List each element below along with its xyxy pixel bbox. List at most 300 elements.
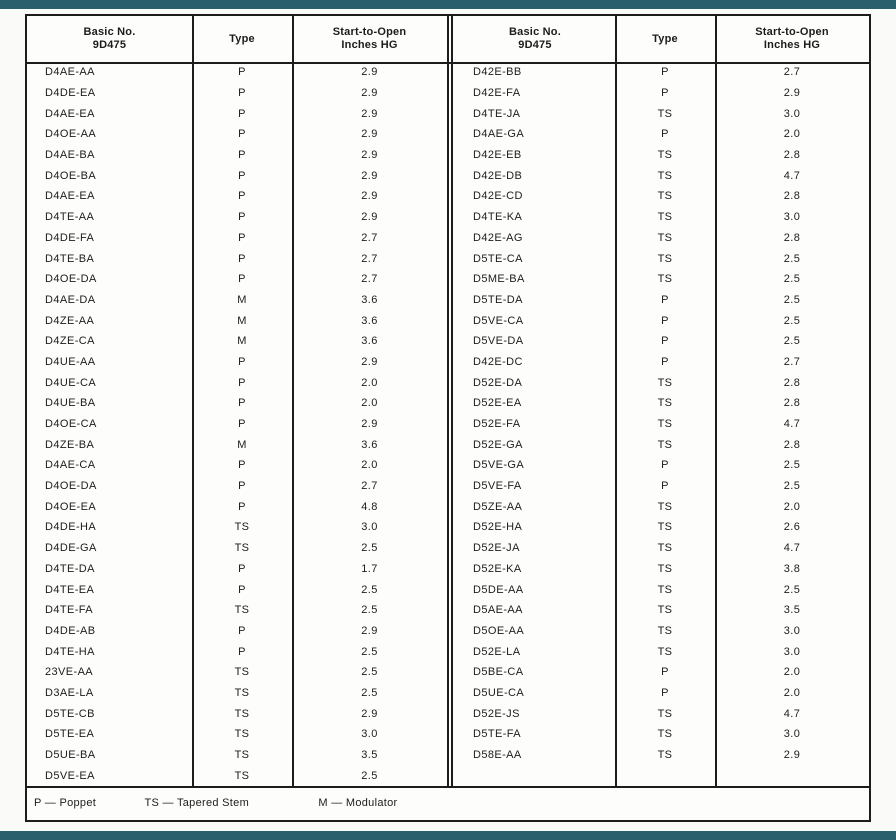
type-cell: P [238,87,246,100]
table-row [27,331,447,352]
type-cell: P [238,480,246,493]
basic-no-cell: D4TE-HA [45,645,95,658]
type-cell: P [238,66,246,79]
type-cell: P [238,583,246,596]
start-to-open-cell: 2.9 [361,169,378,182]
basic-no-cell: D52E-LA [473,645,521,658]
table-row [27,414,447,435]
type-cell: TS [657,376,673,389]
start-to-open-cell: 2.0 [361,376,378,389]
basic-no-cell: D4OE-DA [45,480,97,493]
basic-no-cell: D42E-DB [473,169,523,182]
type-cell: P [238,376,246,389]
header-type-label: Type [652,32,678,45]
table-row [455,145,869,166]
start-to-open-cell: 2.9 [361,87,378,100]
basic-no-cell: D42E-BB [473,66,522,79]
column-divider-line [192,16,194,788]
start-to-open-cell: 2.8 [783,231,801,244]
basic-no-cell: D4AE-EA [45,190,95,203]
basic-no-cell: D4AE-DA [45,293,96,306]
table-row [455,62,869,83]
basic-no-cell: D42E-CD [473,190,523,203]
header-row [27,16,447,62]
table-row [455,228,869,249]
basic-no-cell: D5VE-CA [473,314,524,327]
type-cell: P [661,293,669,306]
start-to-open-cell: 2.8 [783,397,801,410]
start-to-open-cell: 2.9 [361,128,378,141]
basic-no-cell: D5ZE-AA [473,500,523,513]
basic-no-cell: D42E-AG [473,231,523,244]
table-row [455,372,869,393]
table-row [455,83,869,104]
legend-item-poppet: P — Poppet [34,797,97,809]
basic-no-cell: D4UE-BA [45,397,96,410]
start-to-open-cell: 2.7 [783,355,801,368]
table-row [455,103,869,124]
table-body-left [27,62,447,786]
type-cell: TS [657,273,673,286]
basic-no-cell: D52E-FA [473,418,521,431]
basic-no-cell: D52E-JA [473,542,520,555]
basic-no-cell: D4ZE-CA [45,335,95,348]
table-row [455,559,869,580]
table-row [27,621,447,642]
table-row [27,765,447,786]
type-cell: TS [234,521,250,534]
start-to-open-cell: 2.5 [361,583,378,596]
basic-no-cell: D4DE-FA [45,231,95,244]
table-row [455,703,869,724]
table-row [455,476,869,497]
column-header-start-to-open [292,16,447,62]
start-to-open-cell: 2.8 [783,190,801,203]
start-to-open-cell: 2.5 [361,686,378,699]
type-cell: P [238,397,246,410]
table-row [27,662,447,683]
basic-no-cell: D4TE-EA [45,583,95,596]
type-cell: P [661,335,669,348]
start-to-open-cell: 2.5 [783,293,801,306]
table-row [455,290,869,311]
header-basic-no-line1: Basic No. [83,26,136,38]
legend-item-tapered-stem: TS — Tapered Stem [144,797,250,809]
table-row [27,641,447,662]
basic-no-cell: D58E-AA [473,749,522,762]
basic-no-cell: D52E-DA [473,376,523,389]
basic-no-cell: D5VE-FA [473,480,522,493]
table-row [455,124,869,145]
table-row [455,455,869,476]
type-cell: TS [657,645,673,658]
specs-table-area [27,16,869,788]
type-cell: TS [657,231,673,244]
basic-no-cell: D4DE-EA [45,87,96,100]
table-row [27,538,447,559]
basic-no-cell: D5VE-EA [45,769,95,782]
header-start-line1: Start-to-Open [332,26,407,38]
start-to-open-cell: 2.8 [783,376,801,389]
table-row [27,186,447,207]
table-row [27,455,447,476]
type-cell: P [238,355,246,368]
basic-no-cell: D4DE-GA [45,542,97,555]
table-row [455,579,869,600]
type-cell: P [661,355,669,368]
type-cell: TS [657,728,673,741]
basic-no-cell: D5TE-FA [473,728,522,741]
column-divider-line [715,16,717,788]
start-to-open-cell: 3.0 [783,645,801,658]
type-cell: TS [657,604,673,617]
basic-no-cell: D4TE-DA [45,562,95,575]
type-cell: TS [657,521,673,534]
table-row [27,600,447,621]
table-row [27,579,447,600]
type-cell: TS [657,707,673,720]
type-cell: P [238,107,246,120]
type-cell: TS [657,169,673,182]
table-row [27,310,447,331]
basic-no-cell: D4OE-BA [45,169,97,182]
start-to-open-cell: 2.9 [361,418,378,431]
start-to-open-cell: 2.9 [361,190,378,203]
start-to-open-cell: 2.7 [361,231,378,244]
table-row [455,207,869,228]
start-to-open-cell: 2.5 [783,583,801,596]
start-to-open-cell: 2.5 [361,604,378,617]
table-row [455,434,869,455]
table-row [27,103,447,124]
basic-no-cell: D4DE-HA [45,521,97,534]
start-to-open-cell: 3.0 [783,107,801,120]
table-row [27,83,447,104]
table-row [455,600,869,621]
table-row [27,434,447,455]
start-to-open-cell: 2.9 [361,707,378,720]
table-row [27,269,447,290]
type-cell: TS [234,728,250,741]
start-to-open-cell: 3.6 [361,293,378,306]
basic-no-cell: D52E-JS [473,707,520,720]
basic-no-cell: D5TE-EA [45,728,95,741]
basic-no-cell: D4ZE-AA [45,314,95,327]
column-header-type [192,16,292,62]
type-legend [27,788,869,809]
basic-no-cell: D4OE-DA [45,273,97,286]
basic-no-cell: D5DE-AA [473,583,524,596]
start-to-open-cell: 3.6 [361,314,378,327]
table-row [27,228,447,249]
start-to-open-cell: 2.5 [361,542,378,555]
column-header-basic-no [455,16,615,62]
table-header-right [455,16,869,62]
basic-no-cell: D4AE-AA [45,66,95,79]
start-to-open-cell: 2.9 [361,211,378,224]
specs-table-right [455,16,869,765]
start-to-open-cell: 3.6 [361,335,378,348]
start-to-open-cell: 3.0 [361,521,378,534]
start-to-open-cell: 2.9 [361,624,378,637]
table-row [455,683,869,704]
table-row [455,352,869,373]
header-type-label: Type [229,32,255,45]
basic-no-cell: D4DE-AB [45,624,96,637]
start-to-open-cell: 3.5 [361,749,378,762]
table-row [27,62,447,83]
table-row [27,724,447,745]
table-row [455,186,869,207]
table-row [455,517,869,538]
basic-no-cell: D4UE-CA [45,376,97,389]
start-to-open-cell: 2.9 [361,66,378,79]
start-to-open-cell: 2.5 [783,335,801,348]
type-cell: P [661,66,669,79]
table-row [455,248,869,269]
type-cell: P [661,128,669,141]
basic-no-cell: D3AE-LA [45,686,94,699]
type-cell: M [237,335,247,348]
table-row [455,538,869,559]
start-to-open-cell: 2.0 [361,459,378,472]
type-cell: M [237,314,247,327]
table-row [27,496,447,517]
table-row [27,352,447,373]
basic-no-cell: D5TE-CB [45,707,95,720]
document-page [25,14,871,822]
type-cell: P [238,645,246,658]
start-to-open-cell: 3.0 [361,728,378,741]
start-to-open-cell: 2.5 [783,480,801,493]
type-cell: TS [657,252,673,265]
start-to-open-cell: 3.0 [783,211,801,224]
basic-no-cell: D5TE-CA [473,252,523,265]
table-body-right [455,62,869,765]
scan-edge-top-bar [0,0,896,9]
type-cell: TS [657,418,673,431]
type-cell: P [661,459,669,472]
table-row [455,662,869,683]
start-to-open-cell: 2.9 [361,149,378,162]
table-row [27,165,447,186]
table-row [27,372,447,393]
start-to-open-cell: 2.7 [361,273,378,286]
start-to-open-cell: 3.6 [361,438,378,451]
column-divider-line [615,16,617,788]
basic-no-cell: D5OE-AA [473,624,525,637]
basic-no-cell: D5UE-CA [473,686,525,699]
start-to-open-cell: 2.5 [783,273,801,286]
header-basic-no-line2: 9D475 [92,39,127,51]
start-to-open-cell: 2.5 [783,459,801,472]
basic-no-cell: D5VE-GA [473,459,525,472]
start-to-open-cell: 2.0 [783,666,801,679]
specs-table-left [27,16,447,786]
start-to-open-cell: 2.7 [361,252,378,265]
basic-no-cell: D4TE-JA [473,107,521,120]
basic-no-cell: D5ME-BA [473,273,525,286]
table-row [455,393,869,414]
type-cell: P [238,273,246,286]
basic-no-cell: D4TE-AA [45,211,95,224]
basic-no-cell: D42E-EB [473,149,522,162]
basic-no-cell: D52E-GA [473,438,523,451]
basic-no-cell: D42E-DC [473,355,523,368]
table-row [27,145,447,166]
table-row [455,724,869,745]
basic-no-cell: D4ZE-BA [45,438,95,451]
start-to-open-cell: 3.0 [783,728,801,741]
type-cell: P [238,149,246,162]
type-cell: TS [234,749,250,762]
table-row [27,517,447,538]
type-cell: M [237,438,247,451]
start-to-open-cell: 2.5 [361,769,378,782]
type-cell: TS [657,583,673,596]
column-divider-line [292,16,294,788]
type-cell: P [238,211,246,224]
basic-no-cell: D4TE-BA [45,252,95,265]
start-to-open-cell: 2.0 [361,397,378,410]
table-row [455,745,869,766]
header-start-line2: Inches HG [763,39,821,51]
basic-no-cell: D5AE-AA [473,604,523,617]
start-to-open-cell: 2.7 [361,480,378,493]
column-header-basic-no [27,16,192,62]
start-to-open-cell: 2.0 [783,128,801,141]
table-row [27,207,447,228]
basic-no-cell: D4OE-EA [45,500,97,513]
type-cell: P [238,562,246,575]
type-cell: TS [234,666,250,679]
table-row [455,496,869,517]
start-to-open-cell: 2.9 [783,749,801,762]
basic-no-cell: D4AE-EA [45,107,95,120]
start-to-open-cell: 3.5 [783,604,801,617]
start-to-open-cell: 4.8 [361,500,378,513]
basic-no-cell: D4TE-KA [473,211,523,224]
header-basic-no-line2: 9D475 [518,39,552,51]
table-row [27,683,447,704]
type-cell: TS [657,190,673,203]
table-row [27,124,447,145]
type-cell: P [661,314,669,327]
basic-no-cell: D4OE-CA [45,418,97,431]
type-cell: P [661,666,669,679]
type-cell: TS [234,604,250,617]
type-cell: TS [657,562,673,575]
start-to-open-cell: 2.7 [783,66,801,79]
start-to-open-cell: 2.9 [361,355,378,368]
basic-no-cell: D4UE-AA [45,355,96,368]
center-double-divider-line [451,16,453,788]
start-to-open-cell: 2.5 [361,645,378,658]
header-start-line1: Start-to-Open [755,26,829,38]
type-cell: TS [657,211,673,224]
table-row [455,621,869,642]
start-to-open-cell: 2.5 [783,314,801,327]
start-to-open-cell: 2.5 [361,666,378,679]
basic-no-cell: D5UE-BA [45,749,96,762]
start-to-open-cell: 3.0 [783,624,801,637]
header-basic-no-line1: Basic No. [509,26,561,38]
type-cell: TS [657,438,673,451]
column-header-start-to-open [715,16,869,62]
start-to-open-cell: 2.5 [783,252,801,265]
table-row [27,290,447,311]
center-double-divider-line [447,16,449,788]
table-row [455,269,869,290]
type-cell: P [661,87,669,100]
table-row [455,414,869,435]
type-cell: P [238,252,246,265]
type-cell: TS [657,624,673,637]
start-to-open-cell: 2.8 [783,438,801,451]
scan-edge-bottom-bar [0,831,896,840]
start-to-open-cell: 2.8 [783,149,801,162]
table-row [455,641,869,662]
basic-no-cell: D5BE-CA [473,666,524,679]
basic-no-cell: 23VE-AA [45,666,94,679]
table-row [455,165,869,186]
type-cell: M [237,293,247,306]
basic-no-cell: D4AE-GA [473,128,525,141]
start-to-open-cell: 2.9 [783,87,801,100]
table-row [27,559,447,580]
type-cell: P [238,418,246,431]
column-header-type [615,16,715,62]
type-cell: P [661,480,669,493]
basic-no-cell: D4AE-BA [45,149,95,162]
type-cell: P [238,190,246,203]
type-cell: P [238,459,246,472]
type-cell: P [238,500,246,513]
start-to-open-cell: 2.6 [783,521,801,534]
table-row [27,476,447,497]
type-cell: TS [657,107,673,120]
start-to-open-cell: 4.7 [783,542,801,555]
type-cell: P [661,686,669,699]
table-row [455,331,869,352]
basic-no-cell: D4AE-CA [45,459,96,472]
start-to-open-cell: 4.7 [783,418,801,431]
table-row [27,248,447,269]
type-cell: TS [657,397,673,410]
type-cell: P [238,128,246,141]
basic-no-cell: D52E-HA [473,521,523,534]
type-cell: TS [234,686,250,699]
basic-no-cell: D5VE-DA [473,335,524,348]
basic-no-cell: D4OE-AA [45,128,97,141]
table-row [27,745,447,766]
type-cell: TS [657,500,673,513]
type-cell: P [238,624,246,637]
type-cell: TS [657,149,673,162]
type-cell: TS [657,749,673,762]
start-to-open-cell: 3.8 [783,562,801,575]
type-cell: P [238,231,246,244]
start-to-open-cell: 2.0 [783,500,801,513]
legend-item-modulator: M — Modulator [318,797,398,809]
start-to-open-cell: 4.7 [783,169,801,182]
type-cell: TS [234,542,250,555]
header-row [455,16,869,62]
type-cell: TS [657,542,673,555]
basic-no-cell: D52E-EA [473,397,522,410]
type-cell: TS [234,769,250,782]
type-cell: TS [234,707,250,720]
